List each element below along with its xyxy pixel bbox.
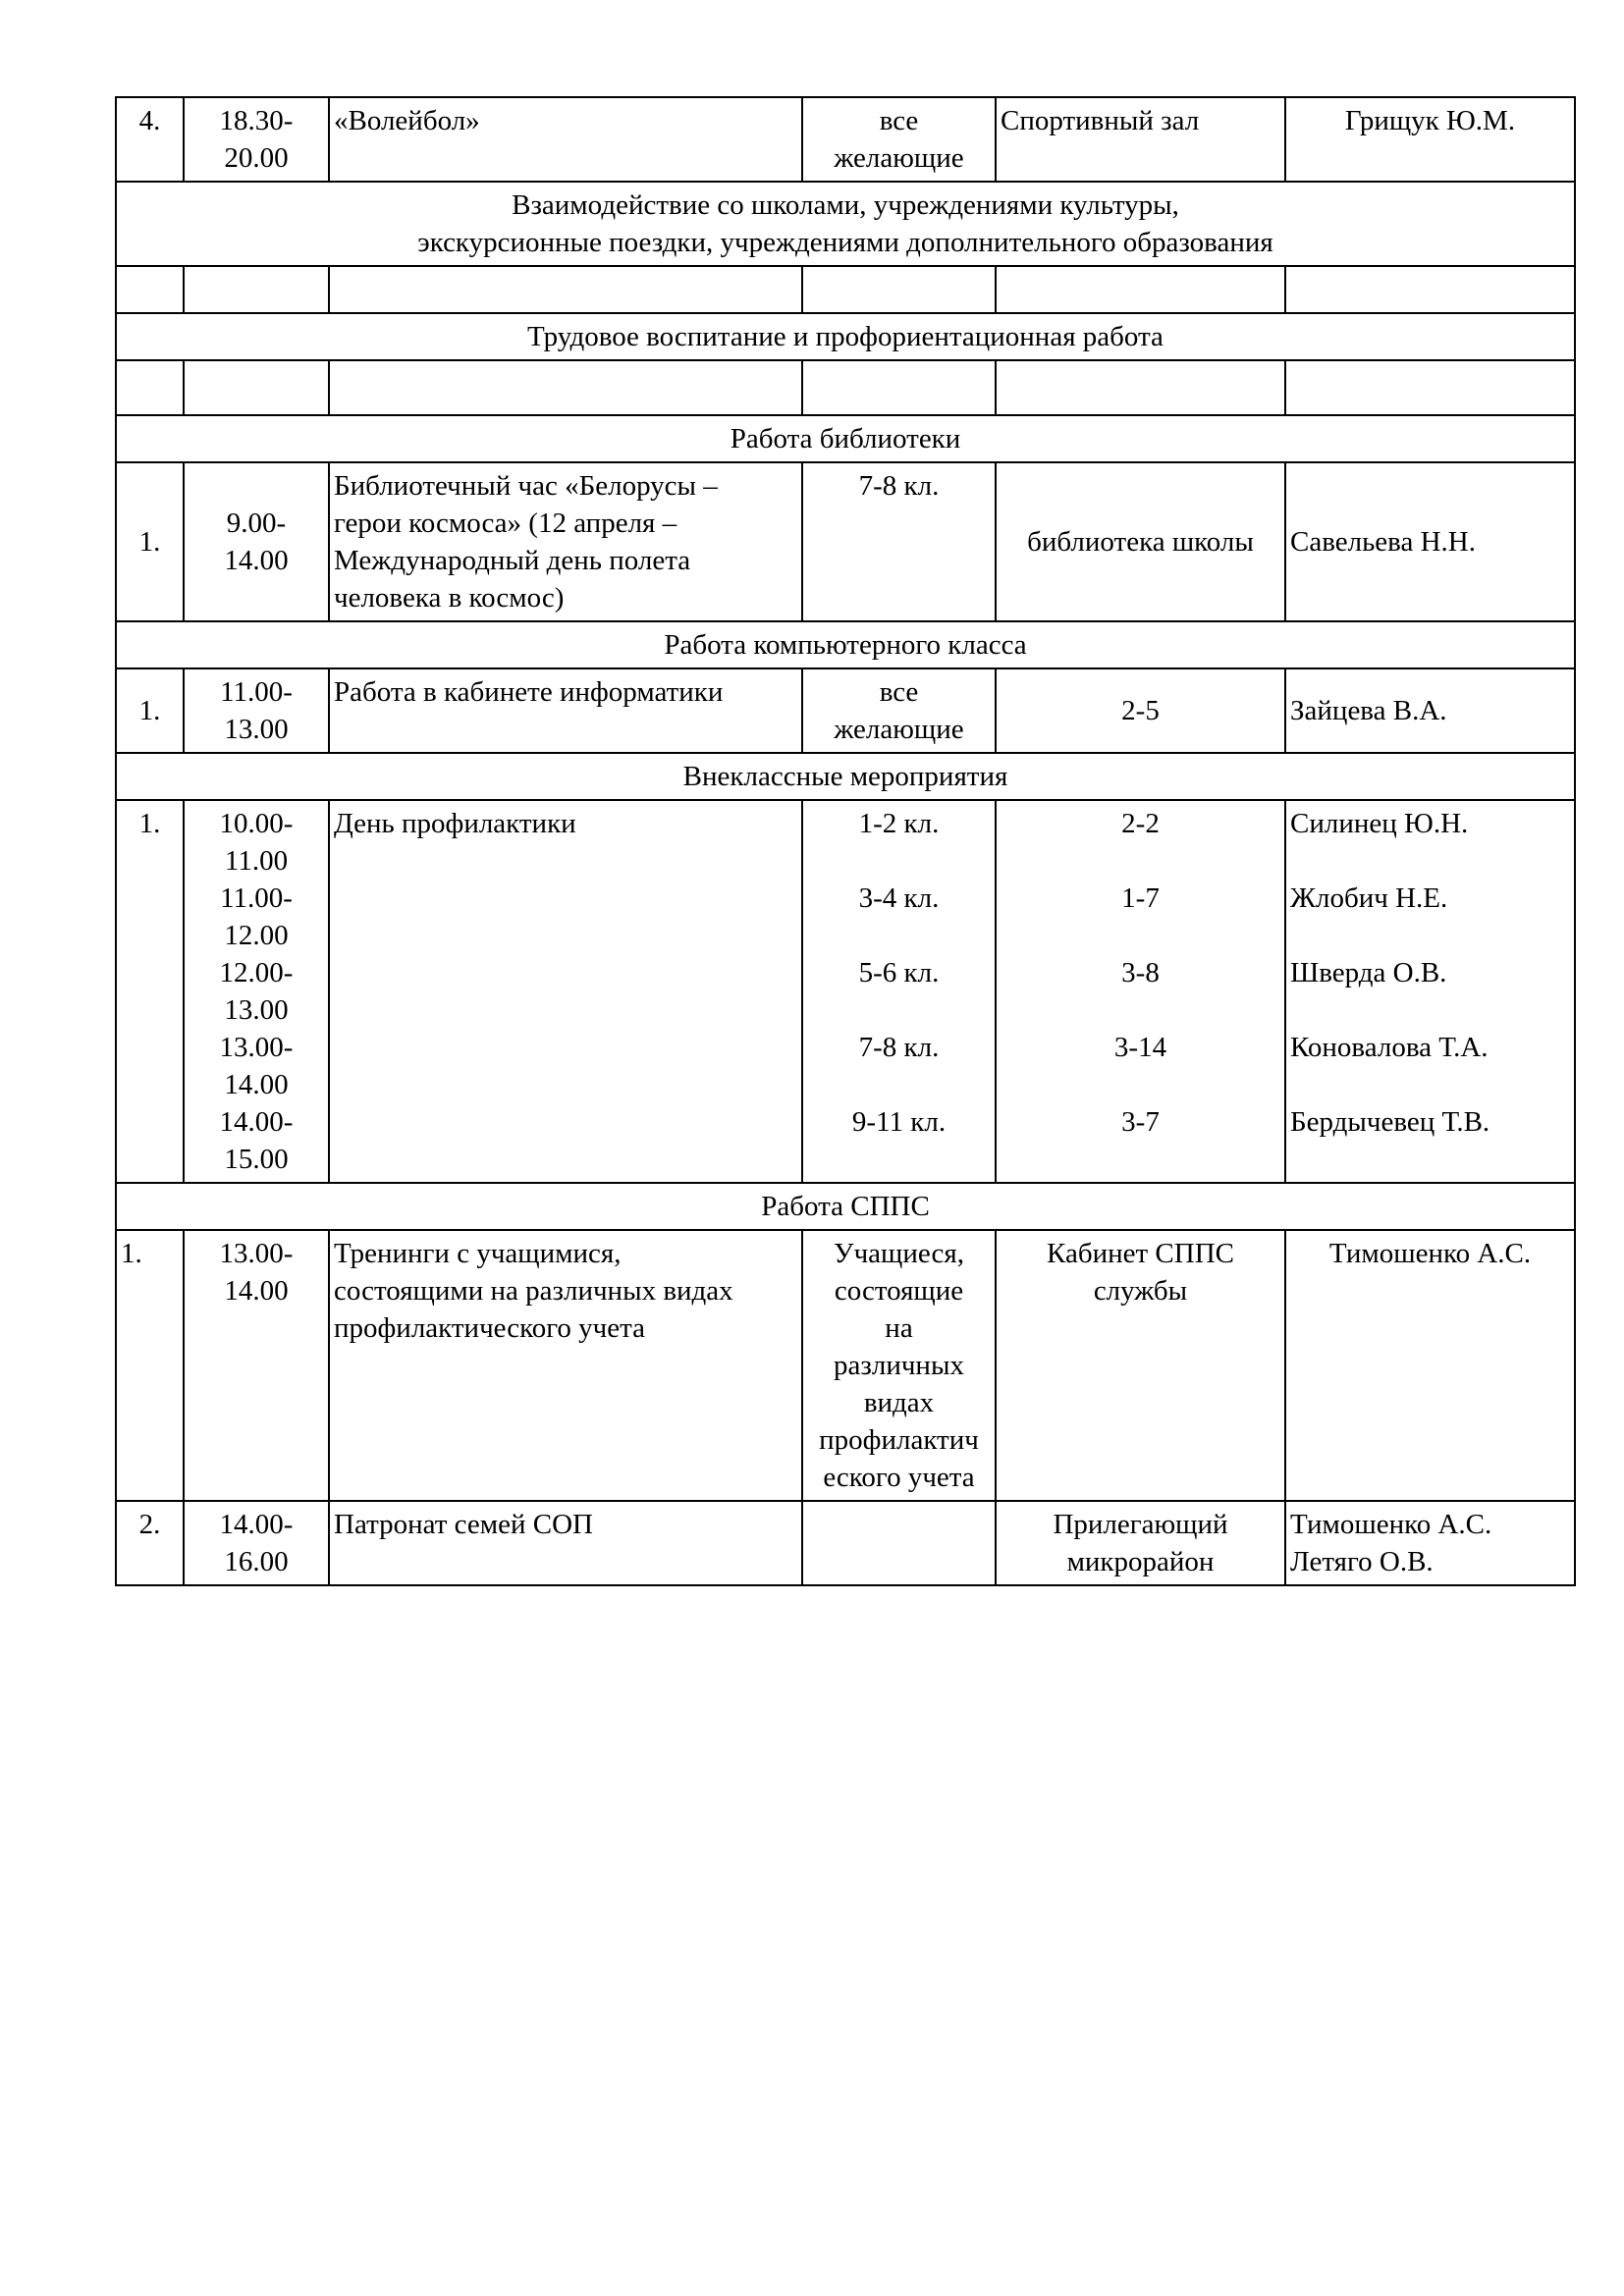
- row-number: 2.: [116, 1501, 184, 1585]
- place-item: 3-14: [1113, 1032, 1167, 1063]
- section-title: Работа библиотеки: [116, 415, 1575, 462]
- empty-cell: [996, 360, 1285, 415]
- responsible-cell: [1285, 800, 1575, 1183]
- section-title: Трудовое воспитание и профориентационная работа: [116, 313, 1575, 360]
- table-row: [116, 1501, 1575, 1585]
- responsible-item: Жлобич Н.Е.: [1290, 882, 1448, 914]
- table-row: [116, 668, 1575, 753]
- event-cell: «Волейбол»: [329, 97, 802, 182]
- participants-item: 7-8 кл.: [858, 1032, 940, 1063]
- time-start: 10.00-: [219, 808, 294, 839]
- spacer: [807, 991, 991, 1029]
- time-cell: 13.00- 14.00: [184, 1230, 329, 1501]
- place-cell: Кабинет СППС службы: [996, 1230, 1285, 1501]
- spacer: [1001, 842, 1280, 880]
- section-title: Взаимодействие со школами, учреждениями культуры, экскурсионные поездки, учреждениями дополнительного образования: [116, 182, 1575, 266]
- participants-item: 9-11 кл.: [851, 1106, 947, 1138]
- participants-cell: все желающие: [802, 97, 996, 182]
- section-row: [116, 415, 1575, 462]
- time-start: 11.00-: [220, 882, 293, 914]
- empty-cell: [996, 266, 1285, 313]
- empty-row: [116, 360, 1575, 415]
- time-list: [189, 805, 324, 1178]
- responsible-cell: Тимошенко А.С. Летяго О.В.: [1285, 1501, 1575, 1585]
- section-row: [116, 182, 1575, 266]
- time-cell: 14.00- 16.00: [184, 1501, 329, 1585]
- time-text: 18.30- 20.00: [219, 105, 294, 174]
- time-end: 14.00: [224, 1069, 289, 1100]
- event-cell: День профилактики: [329, 800, 802, 1183]
- place-item: 3-7: [1121, 1106, 1160, 1138]
- spacer: [807, 917, 991, 954]
- section-title: Внеклассные мероприятия: [116, 753, 1575, 800]
- participants-item: 1-2 кл.: [858, 808, 940, 839]
- event-cell: Тренинги с учащимися, состоящими на различных видах профилактического учета: [329, 1230, 802, 1501]
- row-number: 1.: [116, 462, 184, 621]
- empty-cell: [184, 266, 329, 313]
- empty-cell: [184, 360, 329, 415]
- responsible-cell: Савельева Н.Н.: [1285, 462, 1575, 621]
- participants-cell: [802, 1501, 996, 1585]
- section-row: [116, 313, 1575, 360]
- place-list: [1001, 805, 1280, 1141]
- participants-item: 5-6 кл.: [858, 957, 940, 988]
- time-cell: 11.00- 13.00: [184, 668, 329, 753]
- section-title: Работа СППС: [116, 1183, 1575, 1230]
- section-row: [116, 753, 1575, 800]
- responsible-cell: Тимошенко А.С.: [1285, 1230, 1575, 1501]
- time-cell: [184, 800, 329, 1183]
- time-end: 11.00: [224, 845, 289, 877]
- event-cell: Патронат семей СОП: [329, 1501, 802, 1585]
- row-number: 1.: [116, 800, 184, 1183]
- empty-cell: [329, 266, 802, 313]
- section-title: Работа компьютерного класса: [116, 621, 1575, 668]
- responsible-cell: Грищук Ю.М.: [1285, 97, 1575, 182]
- spacer: [807, 1066, 991, 1103]
- time-end: 12.00: [224, 920, 289, 951]
- place-item: 1-7: [1121, 882, 1160, 914]
- table-row: [116, 97, 1575, 182]
- spacer: [807, 842, 991, 880]
- responsible-cell: Зайцева В.А.: [1285, 668, 1575, 753]
- participants-cell: все желающие: [802, 668, 996, 753]
- empty-cell: [329, 360, 802, 415]
- time-end: 13.00: [224, 994, 289, 1026]
- place-item: 2-2: [1121, 808, 1160, 839]
- place-cell: библиотека школы: [996, 462, 1285, 621]
- participants-cell: [802, 800, 996, 1183]
- table-row: [116, 462, 1575, 621]
- spacer: [1001, 1066, 1280, 1103]
- section-row: [116, 1183, 1575, 1230]
- empty-cell: [116, 360, 184, 415]
- spacer: [1290, 1066, 1570, 1103]
- place-cell: [996, 800, 1285, 1183]
- time-end: 15.00: [224, 1144, 289, 1175]
- place-cell: Спортивный зал: [996, 97, 1285, 182]
- empty-cell: [802, 360, 996, 415]
- participants-cell: 7-8 кл.: [802, 462, 996, 621]
- row-number: 1.: [116, 1230, 184, 1501]
- participants-item: 3-4 кл.: [858, 882, 940, 914]
- place-cell: Прилегающий микрорайон: [996, 1501, 1285, 1585]
- time-cell: 9.00- 14.00: [184, 462, 329, 621]
- table-row: [116, 800, 1575, 1183]
- time-start: 14.00-: [219, 1106, 294, 1138]
- event-cell: Библиотечный час «Белорусы – герои космоса» (12 апреля – Международный день полета человека в космос): [329, 462, 802, 621]
- responsible-item: Коновалова Т.А.: [1290, 1032, 1489, 1063]
- place-cell: 2-5: [996, 668, 1285, 753]
- row-number: 4.: [116, 97, 184, 182]
- responsible-item: Бердычевец Т.В.: [1290, 1106, 1490, 1138]
- time-start: 13.00-: [219, 1032, 294, 1063]
- responsible-item: Силинец Ю.Н.: [1290, 808, 1469, 839]
- empty-cell: [1285, 360, 1575, 415]
- spacer: [1290, 842, 1570, 880]
- participants-cell: Учащиеся, состоящие на различных видах профилактич еского учета: [802, 1230, 996, 1501]
- section-row: [116, 621, 1575, 668]
- row-number: 1.: [116, 668, 184, 753]
- spacer: [1001, 991, 1280, 1029]
- table-row: [116, 1230, 1575, 1501]
- spacer: [1290, 991, 1570, 1029]
- time-start: 12.00-: [219, 957, 294, 988]
- empty-cell: [1285, 266, 1575, 313]
- empty-cell: [802, 266, 996, 313]
- responsible-list: [1290, 805, 1570, 1141]
- spacer: [1290, 917, 1570, 954]
- time-cell: [184, 97, 329, 182]
- plan-table: [115, 96, 1576, 1586]
- empty-cell: [116, 266, 184, 313]
- participants-list: [807, 805, 991, 1141]
- place-item: 3-8: [1121, 957, 1160, 988]
- responsible-item: Шверда О.В.: [1290, 957, 1447, 988]
- event-cell: Работа в кабинете информатики: [329, 668, 802, 753]
- empty-row: [116, 266, 1575, 313]
- spacer: [1001, 917, 1280, 954]
